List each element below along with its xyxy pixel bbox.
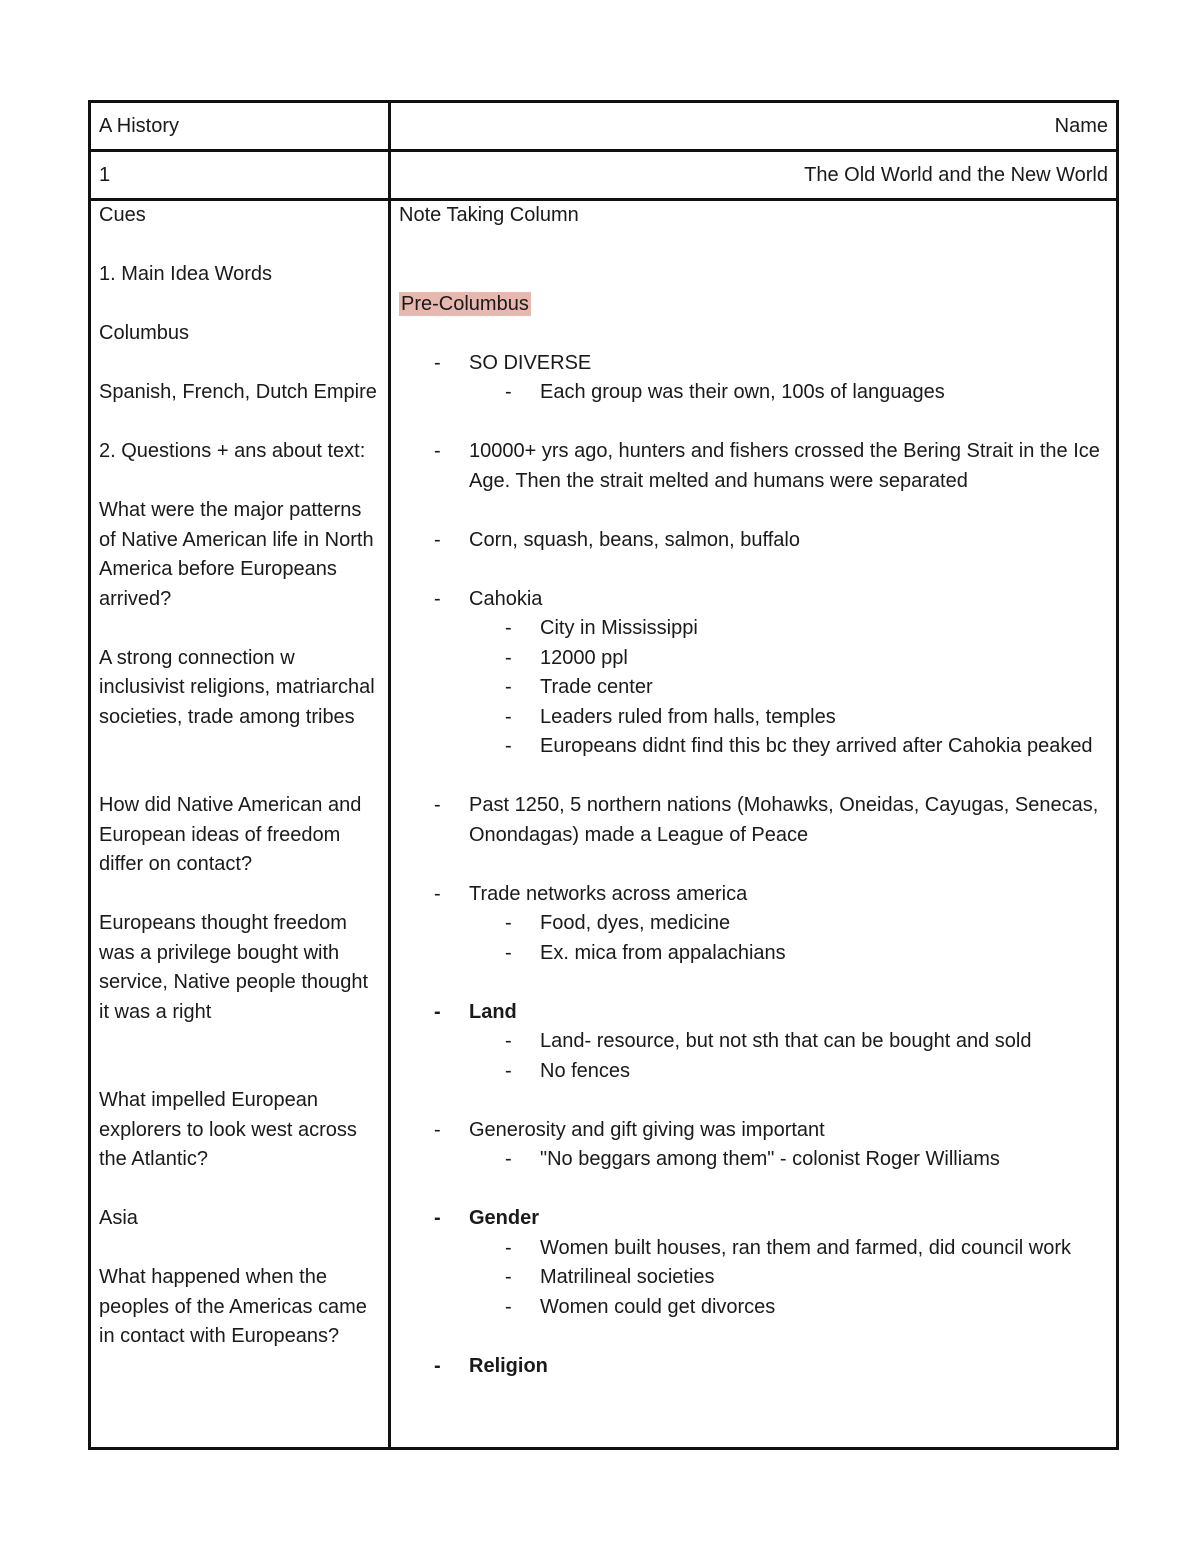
- sub-bullet: - Women could get divorces: [505, 1295, 776, 1318]
- main-idea-word: Spanish, French, Dutch Empire: [99, 381, 377, 403]
- header-row: [90, 102, 1118, 151]
- question: What were the major patterns of Native American life in North America before Europeans arrived?: [99, 499, 374, 610]
- answer: Europeans thought freedom was a privilege bought with service, Native people thought it was a right: [99, 912, 369, 1023]
- sub-bullet: - Ex. mica from appalachians: [505, 941, 786, 964]
- sub-bullet: - "No beggars among them" - colonist Roger Williams: [505, 1148, 1000, 1170]
- question: What happened when the peoples of the Americas came in contact with Europeans?: [99, 1266, 367, 1347]
- course-cell: A History: [90, 102, 390, 151]
- bullet: - Gender: [434, 1207, 540, 1229]
- bullet: - Religion: [434, 1354, 548, 1377]
- sub-bullet: - 12000 ppl: [505, 646, 628, 669]
- notes-heading: Note Taking Column: [399, 204, 579, 226]
- sub-bullet: - Leaders ruled from halls, temples: [505, 705, 836, 728]
- questions-heading: 2. Questions + ans about text:: [99, 440, 366, 462]
- section-highlight: Pre-Columbus: [401, 292, 529, 315]
- bullet: - Generosity and gift giving was important: [434, 1118, 825, 1141]
- bullet: - Trade networks across america: [434, 882, 748, 905]
- sub-bullet: - Women built houses, ran them and farmed, did council work: [505, 1236, 1072, 1259]
- notes-table: [88, 100, 1119, 1450]
- main-idea-word: Columbus: [99, 322, 190, 344]
- bullet: - Corn, squash, beans, salmon, buffalo: [434, 528, 800, 551]
- answer: A strong connection w inclusivist religions, matriarchal societies, trade among tribes: [99, 646, 375, 728]
- question: How did Native American and European ideas of freedom differ on contact?: [99, 794, 362, 875]
- sub-bullet: - Land- resource, but not sth that can be bought and sold: [505, 1030, 1032, 1052]
- cues-column: [90, 200, 390, 1449]
- bullet: - 10000+ yrs ago, hunters and fishers crossed the Bering Strait in the Ice Age. Then the strait melted and humans were separated: [434, 440, 1100, 492]
- answer: Asia: [99, 1207, 138, 1229]
- bullet: - SO DIVERSE: [434, 351, 592, 374]
- sub-bullet: - Europeans didnt find this bc they arrived after Cahokia peaked: [505, 735, 1093, 757]
- main-idea-heading: 1. Main Idea Words: [99, 263, 273, 285]
- bullet: - Land: [434, 1000, 517, 1023]
- cornell-notes-sheet: [88, 100, 1119, 1450]
- chapter-title: The Old World and the New World: [390, 151, 1118, 200]
- cues-heading: Cues: [99, 204, 146, 226]
- body-row: [90, 200, 1118, 1449]
- question: What impelled European explorers to look west across the Atlantic?: [99, 1089, 357, 1170]
- bullet: - Past 1250, 5 northern nations (Mohawks, Oneidas, Cayugas, Senecas, Onondagas) made a League of Peace: [434, 794, 1099, 846]
- sub-bullet: - Each group was their own, 100s of languages: [505, 381, 945, 403]
- sub-bullet: - Matrilineal societies: [505, 1266, 715, 1288]
- sub-bullet: - Food, dyes, medicine: [505, 912, 731, 934]
- sub-bullet: - City in Mississippi: [505, 617, 698, 639]
- notes-column: [390, 200, 1118, 1449]
- sub-bullet: - Trade center: [505, 676, 653, 698]
- chapter-row: [90, 151, 1118, 200]
- chapter-number: 1: [90, 151, 390, 200]
- bullet: - Cahokia: [434, 587, 543, 610]
- sub-bullet: - No fences: [505, 1059, 631, 1082]
- name-cell: Name: [390, 102, 1118, 151]
